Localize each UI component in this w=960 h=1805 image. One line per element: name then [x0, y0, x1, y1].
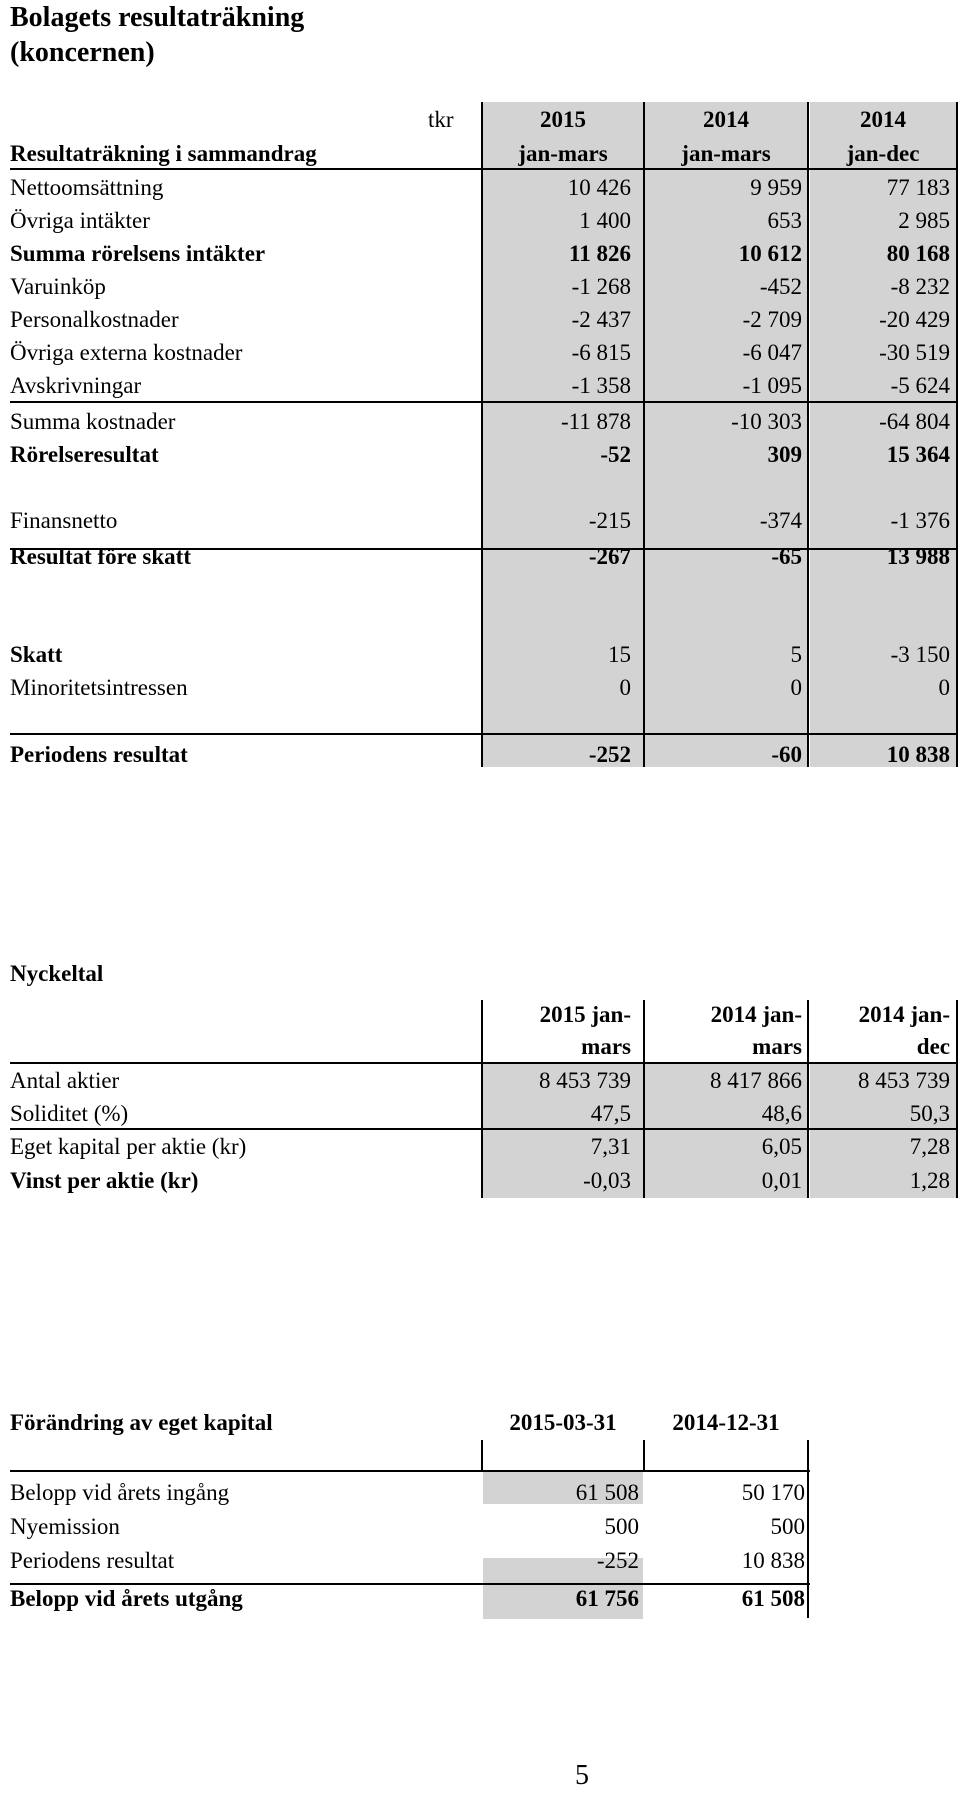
row-value: -374	[759, 508, 802, 533]
column-header-period: jan-mars	[681, 141, 771, 166]
row-label: Avskrivningar	[10, 373, 142, 398]
column-header-year: 2014	[860, 107, 906, 132]
row-value: 1,28	[909, 1168, 950, 1193]
row-value: 48,6	[761, 1101, 802, 1126]
row-label: Summa rörelsens intäkter	[10, 241, 266, 266]
column-header-date: 2015-03-31	[509, 1410, 617, 1435]
row-value: -252	[596, 1548, 639, 1573]
equity-changes-heading: Förändring av eget kapital	[10, 1410, 273, 1435]
row-value: 47,5	[590, 1101, 631, 1126]
row-label: Periodens resultat	[10, 1548, 175, 1573]
equity-changes-table	[0, 1400, 960, 1620]
row-label: Nettoomsättning	[10, 175, 164, 200]
row-label: Eget kapital per aktie (kr)	[10, 1134, 247, 1159]
row-value: 15	[608, 642, 631, 667]
col-separator	[807, 1164, 809, 1198]
row-value: 0	[619, 675, 631, 700]
row-value: 11 826	[569, 241, 631, 266]
column-header-period: jan-mars	[518, 141, 608, 166]
row-value: 50,3	[909, 1101, 950, 1126]
row-value: -60	[771, 742, 802, 767]
row-value: -0,03	[583, 1168, 631, 1193]
row-value: -452	[759, 274, 802, 299]
row-value: -215	[588, 508, 631, 533]
row-value: -30 519	[879, 340, 950, 365]
row-label: Övriga intäkter	[10, 208, 150, 233]
row-label: Resultat före skatt	[10, 544, 191, 569]
row-value: -252	[588, 742, 631, 767]
header-rule	[10, 1062, 958, 1064]
column-header-year: 2014 jan-	[858, 1002, 950, 1027]
row-label: Nyemission	[10, 1514, 120, 1539]
column-header-year: 2015 jan-	[539, 1002, 631, 1027]
row-value: -2 437	[571, 307, 631, 332]
row-value: 7,28	[909, 1134, 950, 1159]
col-separator	[956, 102, 958, 767]
row-label: Antal aktier	[10, 1068, 120, 1093]
subtotal-rule	[10, 1128, 958, 1130]
row-label: Belopp vid årets utgång	[10, 1586, 243, 1611]
row-value: -52	[600, 442, 631, 467]
row-value: 15 364	[886, 442, 950, 467]
row-value: 10 838	[741, 1548, 805, 1573]
col-separator	[481, 1440, 483, 1470]
column-header-period: jan-dec	[846, 141, 920, 166]
row-value: 61 508	[741, 1586, 805, 1611]
header-rule	[10, 1470, 810, 1472]
column-header-year: 2014 jan-	[710, 1002, 802, 1027]
row-value: 13 988	[886, 544, 950, 569]
row-value: -10 303	[731, 409, 802, 434]
row-value: -11 878	[560, 409, 631, 434]
col-separator	[956, 1000, 958, 1164]
row-label: Övriga externa kostnader	[10, 340, 243, 365]
row-value: -8 232	[890, 274, 950, 299]
row-value: 653	[767, 208, 802, 233]
column-header-year: 2014	[703, 107, 749, 132]
row-value: 80 168	[886, 241, 950, 266]
unit-label: tkr	[428, 107, 454, 132]
income-statement-table	[0, 0, 960, 800]
row-value: 10 426	[567, 175, 631, 200]
key-figures-table	[0, 960, 960, 1210]
row-value: -20 429	[879, 307, 950, 332]
row-label: Personalkostnader	[10, 307, 179, 332]
row-value: -6 047	[742, 340, 802, 365]
row-label: Soliditet (%)	[10, 1101, 129, 1126]
row-value: 309	[767, 442, 802, 467]
row-value: 500	[604, 1514, 639, 1539]
subtotal-rule	[10, 401, 958, 403]
row-value: 7,31	[590, 1134, 631, 1159]
row-value: 8 453 739	[539, 1068, 631, 1093]
income-statement-heading: Resultaträkning i sammandrag	[10, 141, 317, 166]
row-value: 1 400	[579, 208, 631, 233]
row-value: 500	[770, 1514, 805, 1539]
column-header-year: 2015	[540, 107, 586, 132]
row-label: Belopp vid årets ingång	[10, 1480, 230, 1505]
row-label: Finansnetto	[10, 508, 118, 533]
row-value: 5	[790, 642, 802, 667]
row-value: 8 453 739	[858, 1068, 950, 1093]
row-value: 9 959	[750, 175, 802, 200]
row-value: -1 358	[571, 373, 631, 398]
row-value: 77 183	[886, 175, 950, 200]
col-separator	[807, 1440, 809, 1470]
column-header-period: mars	[752, 1034, 802, 1059]
row-value: -1 095	[742, 373, 802, 398]
row-value: -3 150	[890, 642, 950, 667]
col-separator	[807, 1472, 809, 1618]
row-value: 10 612	[738, 241, 802, 266]
column-header-period: dec	[916, 1034, 950, 1059]
row-value: -65	[771, 544, 802, 569]
subtotal-rule	[10, 733, 958, 735]
col-separator	[643, 1440, 645, 1470]
row-value: -5 624	[890, 373, 950, 398]
row-value: -6 815	[571, 340, 631, 365]
row-value: 0	[938, 675, 950, 700]
row-value: -2 709	[742, 307, 802, 332]
header-rule	[10, 168, 958, 170]
row-label: Vinst per aktie (kr)	[10, 1168, 199, 1193]
row-value: 0,01	[761, 1168, 802, 1193]
row-value: 61 508	[575, 1480, 639, 1505]
row-value: 6,05	[761, 1134, 802, 1159]
row-value: -267	[588, 544, 631, 569]
key-figures-heading: Nyckeltal	[10, 961, 104, 986]
column-header-period: mars	[581, 1034, 631, 1059]
row-value: -1 268	[571, 274, 631, 299]
row-label: Periodens resultat	[10, 742, 188, 767]
col-separator	[956, 1164, 958, 1198]
row-value: 8 417 866	[710, 1068, 802, 1093]
column-header-date: 2014-12-31	[672, 1410, 780, 1435]
col-separator	[807, 102, 809, 767]
row-value: 61 756	[575, 1586, 639, 1611]
row-value: 10 838	[886, 742, 950, 767]
row-label: Minoritetsintressen	[10, 675, 188, 700]
row-value: 2 985	[898, 208, 950, 233]
row-value: -1 376	[890, 508, 950, 533]
page-title-text: Bolagets resultaträkning (koncernen)	[10, 2, 305, 68]
row-label: Varuinköp	[10, 274, 106, 299]
col-separator	[807, 1000, 809, 1164]
row-label: Rörelseresultat	[10, 442, 159, 467]
row-value: 50 170	[741, 1480, 805, 1505]
row-label: Summa kostnader	[10, 409, 176, 434]
row-value: -64 804	[879, 409, 950, 434]
page-number: 5	[575, 1760, 589, 1791]
row-label: Skatt	[10, 642, 63, 667]
row-value: 0	[790, 675, 802, 700]
